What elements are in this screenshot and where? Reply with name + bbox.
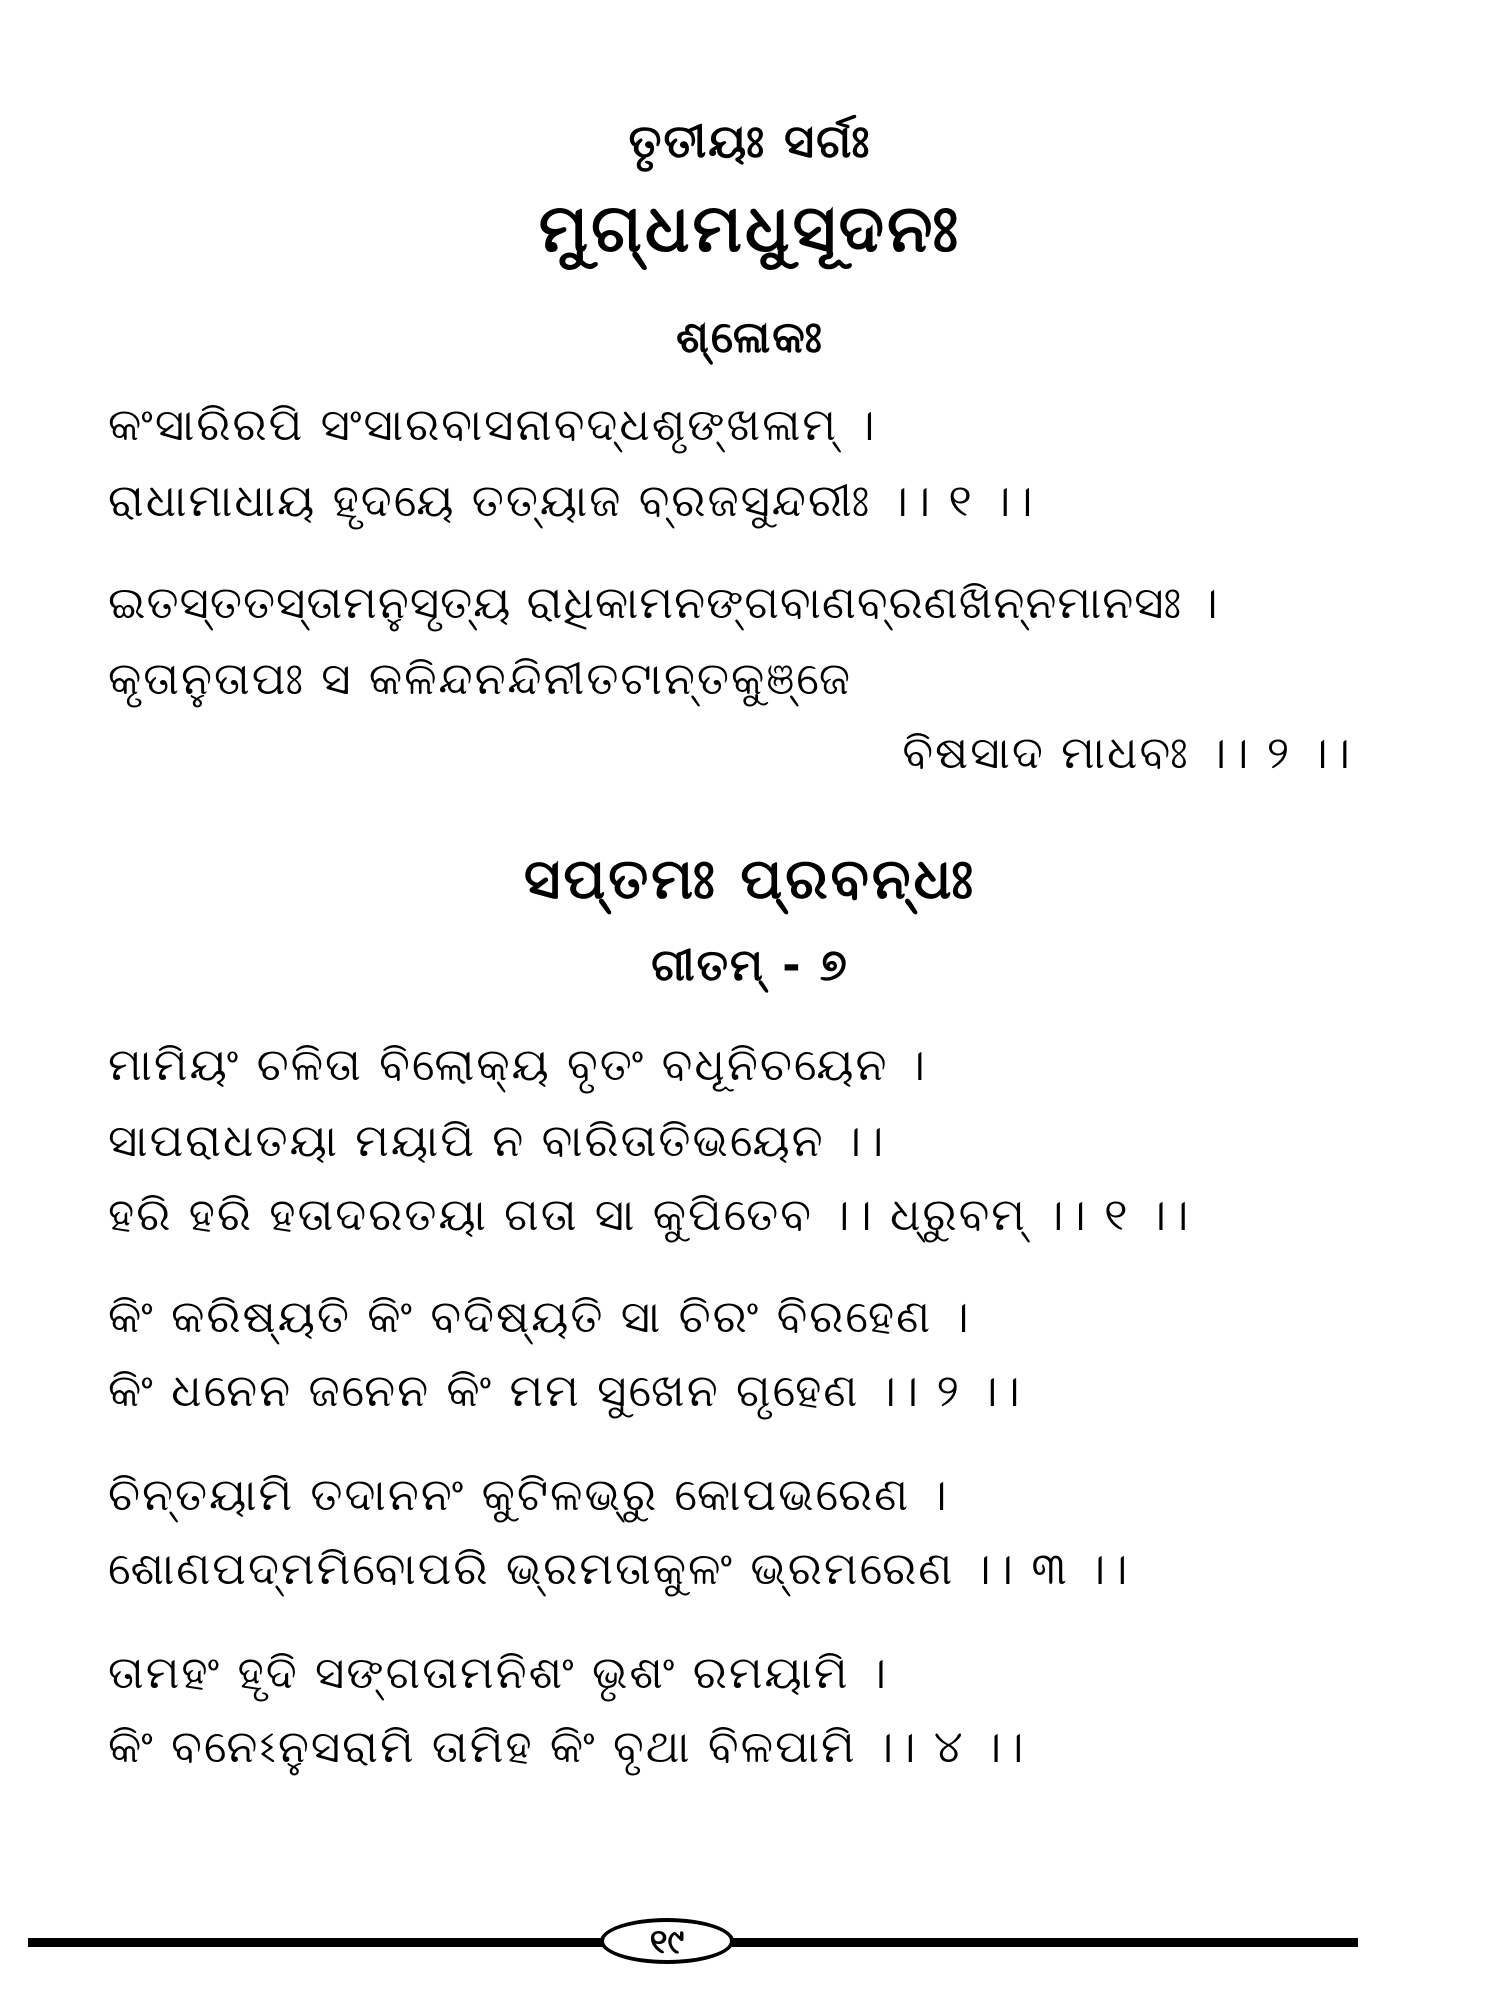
prabandha-heading: ସପ୍ତମଃ ପ୍ରବନ୍ଧଃ [523, 847, 977, 912]
gitam-line-2: ସାପରାଧତୟା ମୟାପି ନ ବାରିତାତିଭୟେନ ।। [108, 1114, 886, 1167]
sarga-heading: ତୃତୀୟଃ ସର୍ଗଃ [628, 114, 872, 168]
sloka-line-2: ରାଧାମାଧାୟ ହୃଦୟେ ତତ୍ୟାଜ ବ୍ରଜସୁନ୍ଦରୀଃ ।। ୧ ।। [108, 474, 1035, 527]
gitam-line-8: ତାମହଂ ହୃଦି ସଙ୍ଗତାମନିଶଂ ଭୃଶଂ ରମୟାମି । [108, 1646, 889, 1699]
gitam-line-6: ଚିନ୍ତୟାମି ତଦାନନଂ କୁଟିଳଭ୍ରୁ କୋପଭରେଣ । [108, 1468, 949, 1521]
chapter-title: ମୁଗ୍ଧମଧୁସୂଦନଃ [538, 190, 962, 267]
gitam-line-9: କିଂ ବନେଽନୁସରାମି ତାମିହ କିଂ ବୃଥା ବିଳପାମି ।। ୪ ।। [108, 1720, 1026, 1773]
footer-rule-right [732, 1938, 1358, 1947]
sloka-heading: ଶ୍ଳୋକଃ [676, 312, 824, 363]
sloka-line-3: ଇତସ୍ତତସ୍ତାମନୁସୃତ୍ୟ ରାଧିକାମନଙ୍ଗବାଣବ୍ରଣଖିନ୍ନମାନସଃ । [108, 576, 1219, 629]
sloka-line-4: କୃତାନୁତାପଃ ସ କଳିନ୍ଦନନ୍ଦିନୀତଟାନ୍ତକୁଞ୍ଜେ [108, 652, 852, 705]
gitam-line-3: ହରି ହରି ହତାଦରତୟା ଗତା ସା କୁପିତେବ ।। ଧ୍ରୁବମ୍ ।। ୧ ।। [108, 1188, 1191, 1241]
sloka-line-5: ବିଷସାଦ ମାଧବଃ ।। ୨ ।। [902, 726, 1352, 779]
sloka-line-1: କଂସାରିରପି ସଂସାରବାସନାବଦ୍ଧଶୃଙ୍ଖଳାମ୍ । [108, 398, 877, 451]
gitam-line-7: ଶୋଣପଦ୍ମମିବୋପରି ଭ୍ରମତାକୁଳଂ ଭ୍ରମରେଣ ।। ୩ ।। [108, 1542, 1130, 1595]
footer-rule-left [28, 1938, 603, 1947]
gitam-line-1: ମାମିୟଂ ଚଳିତା ବିଲୋକ୍ୟ ବୃତଂ ବଧୂନିଚୟେନ । [108, 1038, 928, 1091]
gitam-line-4: କିଂ କରିଷ୍ୟତି କିଂ ବଦିଷ୍ୟତି ସା ଚିରଂ ବିରହେଣ । [108, 1290, 971, 1343]
page-number: ୧୯ [600, 1918, 734, 1964]
gitam-line-5: କିଂ ଧନେନ ଜନେନ କିଂ ମମ ସୁଖେନ ଗୃହେଣ ।। ୨ ।। [108, 1364, 1022, 1417]
gitam-heading: ଗୀତମ୍ - ୭ [651, 940, 849, 991]
